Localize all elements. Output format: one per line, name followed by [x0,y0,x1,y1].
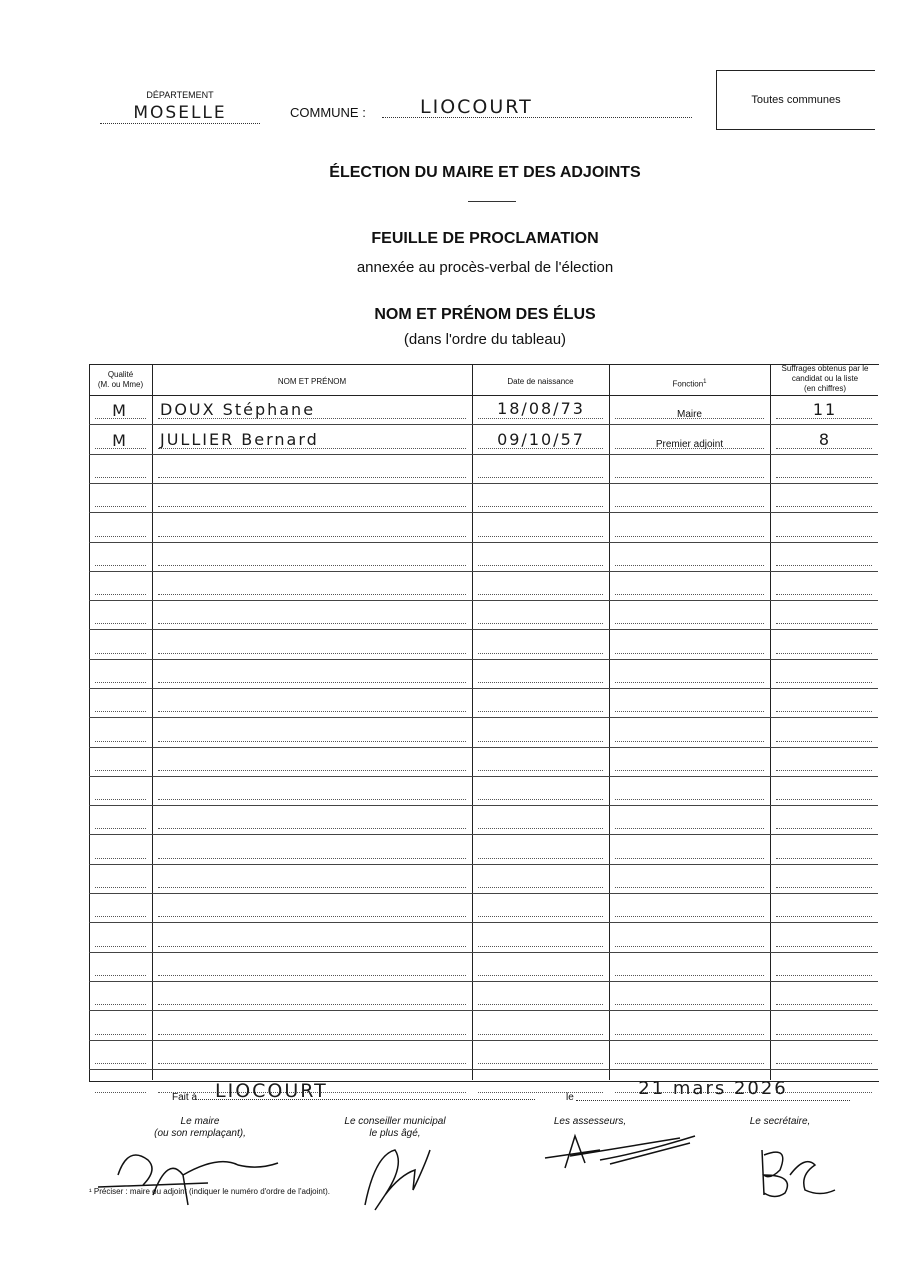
cell-dotted-line [158,975,466,976]
cell-dotted-line [95,770,146,771]
row2-naissance: 09/10/57 [497,430,585,449]
cell-dotted-line [776,477,872,478]
cell-dotted-line [776,1004,872,1005]
conseiller-signature [345,1135,455,1220]
cell-dotted-line [95,506,146,507]
cell-dotted-line [158,565,466,566]
cell-dotted-line [615,653,764,654]
cell-dotted-line [478,946,603,947]
cell-dotted-line [158,1004,466,1005]
cell-dotted-line [158,506,466,507]
cell-dotted-line [158,477,466,478]
header-fonction-label: Fonction [672,379,704,389]
cell-dotted-line [478,594,603,595]
cell-dotted-line [478,741,603,742]
commune-label: COMMUNE : [290,105,366,120]
row-line [89,1040,878,1041]
cell-dotted-line [478,799,603,800]
cell-dotted-line [615,946,764,947]
commune-value: LIOCOURT [382,96,692,118]
cell-dotted-line [95,916,146,917]
cell-dotted-line [478,711,603,712]
cell-dotted-line [478,536,603,537]
cell-dotted-line [158,799,466,800]
cell-dotted-line [478,770,603,771]
names-title: NOM ET PRÉNOM DES ÉLUS [374,306,596,323]
cell-dotted-line [615,711,764,712]
row1-qualite: M [112,401,128,420]
secretaire-signature [750,1135,850,1205]
row1-nom: DOUX Stéphane [160,400,316,419]
cell-dotted-line [95,1092,146,1093]
cell-dotted-line [776,799,872,800]
cell-dotted-line [776,653,872,654]
row-line [89,1010,878,1011]
header-suffrages-sub: (en chiffres) [803,384,847,393]
cell-dotted-line [158,946,466,947]
cell-dotted-line [158,623,466,624]
cell-dotted-line [776,536,872,537]
col-divider [609,364,610,1080]
row2-fonction: Premier adjoint [655,439,724,450]
cell-dotted-line [615,682,764,683]
cell-dotted-line [615,1034,764,1035]
cell-dotted-line [158,741,466,742]
header-suffrages [772,364,878,394]
cell-dotted-line [478,623,603,624]
cell-dotted-line [478,477,603,478]
header-naissance: Date de naissance [507,377,574,386]
row-line [89,747,878,748]
row-line [89,571,878,572]
maire-label-sub: (ou son remplaçant), [154,1128,246,1139]
cell-dotted-line [615,741,764,742]
cell-dotted-line [95,1004,146,1005]
row-line [89,542,878,543]
cell-dotted-line [95,653,146,654]
cell-dotted-line [158,887,466,888]
row-line [89,952,878,953]
header-nom: NOM ET PRÉNOM [277,377,347,386]
secretaire-label: Le secrétaire, [749,1116,811,1127]
cell-dotted-line [478,858,603,859]
row-line [89,629,878,630]
cell-dotted-line [95,565,146,566]
cell-dotted-line [776,916,872,917]
col-divider [770,364,771,1080]
cell-dotted-line [478,828,603,829]
cell-dotted-line [95,1063,146,1064]
header-rule [89,395,878,396]
maire-signature [88,1135,288,1215]
cell-dotted-line [776,711,872,712]
cell-dotted-line [95,594,146,595]
assesseurs-label: Les assesseurs, [553,1116,627,1127]
cell-dotted-line [95,828,146,829]
cell-dotted-line [478,1063,603,1064]
assesseurs-signature [540,1128,710,1178]
row2-suffrages: 8 [818,430,832,449]
cell-dotted-line [95,975,146,976]
cell-dotted-line [615,975,764,976]
cell-dotted-line [615,887,764,888]
cell-dotted-line [615,770,764,771]
row-line [89,864,878,865]
conseiller-label-text: Le conseiller municipal [344,1116,446,1127]
row-line [89,659,878,660]
cell-dotted-line [95,477,146,478]
footnote: ¹ Préciser : maire ou adjoint (indiquer le numéro d'ordre de l'adjoint). [89,1187,330,1196]
cell-dotted-line [95,858,146,859]
sheet-subtitle: annexée au procès-verbal de l'élection [356,259,614,276]
cell-dotted-line [478,653,603,654]
cell-dotted-line [776,565,872,566]
row-line [89,776,878,777]
cell-dotted-line [478,887,603,888]
main-title: ÉLECTION DU MAIRE ET DES ADJOINTS [329,164,641,181]
cell-dotted-line [158,1063,466,1064]
cell-dotted-line [158,858,466,859]
cell-dotted-line [615,858,764,859]
cell-dotted-line [776,975,872,976]
row-line [89,424,878,425]
cell-dotted-line [95,799,146,800]
header-qualite [89,370,152,390]
cell-dotted-line [478,506,603,507]
departement-label: DÉPARTEMENT [146,90,214,100]
cell-dotted-line [478,682,603,683]
cell-dotted-line [615,1004,764,1005]
cell-dotted-line [478,975,603,976]
col-divider [152,364,153,1080]
toutes-communes-box: Toutes communes [716,70,875,130]
cell-dotted-line [615,1063,764,1064]
row1-suffrages: 11 [812,400,838,419]
cell-dotted-line [776,887,872,888]
names-subtitle: (dans l'ordre du tableau) [403,331,567,348]
cell-dotted-line [158,1034,466,1035]
row2-nom: JULLIER Bernard [160,430,319,449]
row-line [89,512,878,513]
cell-dotted-line [95,536,146,537]
cell-dotted-line [158,916,466,917]
cell-dotted-line [478,1034,603,1035]
cell-dotted-line [615,536,764,537]
cell-dotted-line [615,828,764,829]
cell-dotted-line [776,828,872,829]
cell-dotted-line [776,770,872,771]
cell-dotted-line [158,594,466,595]
cell-dotted-line [615,565,764,566]
date-value: 21 mars 2026 [576,1078,850,1101]
header-fonction [609,377,770,390]
cell-dotted-line [478,1004,603,1005]
col-divider [472,364,473,1080]
cell-dotted-line [95,711,146,712]
cell-dotted-line [615,594,764,595]
cell-dotted-line [776,623,872,624]
cell-dotted-line [478,565,603,566]
cell-dotted-line [776,506,872,507]
row-line [89,834,878,835]
cell-dotted-line [776,682,872,683]
cell-dotted-line [615,799,764,800]
cell-dotted-line [615,916,764,917]
row-line [89,893,878,894]
row-line [89,922,878,923]
cell-dotted-line [158,770,466,771]
cell-dotted-line [95,682,146,683]
header-suffrages-label: Suffrages obtenus par le candidat ou la liste [781,364,869,383]
header-qualite-sub: (M. ou Mme) [97,380,144,389]
cell-dotted-line [615,506,764,507]
conseiller-label-sub: le plus âgé, [369,1128,421,1139]
le-label: le [566,1092,574,1103]
header-qualite-label: Qualité [107,370,134,379]
cell-dotted-line [478,418,603,419]
cell-dotted-line [776,946,872,947]
cell-dotted-line [95,887,146,888]
cell-dotted-line [95,946,146,947]
row-line [89,600,878,601]
row-line [89,454,878,455]
row2-qualite: M [112,431,128,450]
row-line [89,688,878,689]
cell-dotted-line [776,1034,872,1035]
cell-dotted-line [158,711,466,712]
cell-dotted-line [158,536,466,537]
cell-dotted-line [615,477,764,478]
maire-label-text: Le maire [180,1116,220,1127]
fait-label: Fait à [172,1092,198,1103]
cell-dotted-line [95,623,146,624]
row-line [89,805,878,806]
cell-dotted-line [776,1063,872,1064]
cell-dotted-line [478,916,603,917]
cell-dotted-line [95,741,146,742]
title-divider [468,201,516,202]
row-line [89,717,878,718]
cell-dotted-line [158,682,466,683]
cell-dotted-line [776,858,872,859]
header-fonction-sup: 1 [703,379,707,385]
fait-value: LIOCOURT [195,1080,535,1100]
sheet-title: FEUILLE DE PROCLAMATION [371,230,599,247]
cell-dotted-line [158,653,466,654]
cell-dotted-line [95,1034,146,1035]
cell-dotted-line [158,828,466,829]
row-line [89,981,878,982]
cell-dotted-line [615,623,764,624]
cell-dotted-line [776,594,872,595]
cell-dotted-line [776,741,872,742]
row1-naissance: 18/08/73 [497,399,585,418]
row-line [89,483,878,484]
row-line [89,1069,878,1070]
departement-value: MOSELLE [100,103,260,124]
row1-fonction: Maire [676,409,702,420]
